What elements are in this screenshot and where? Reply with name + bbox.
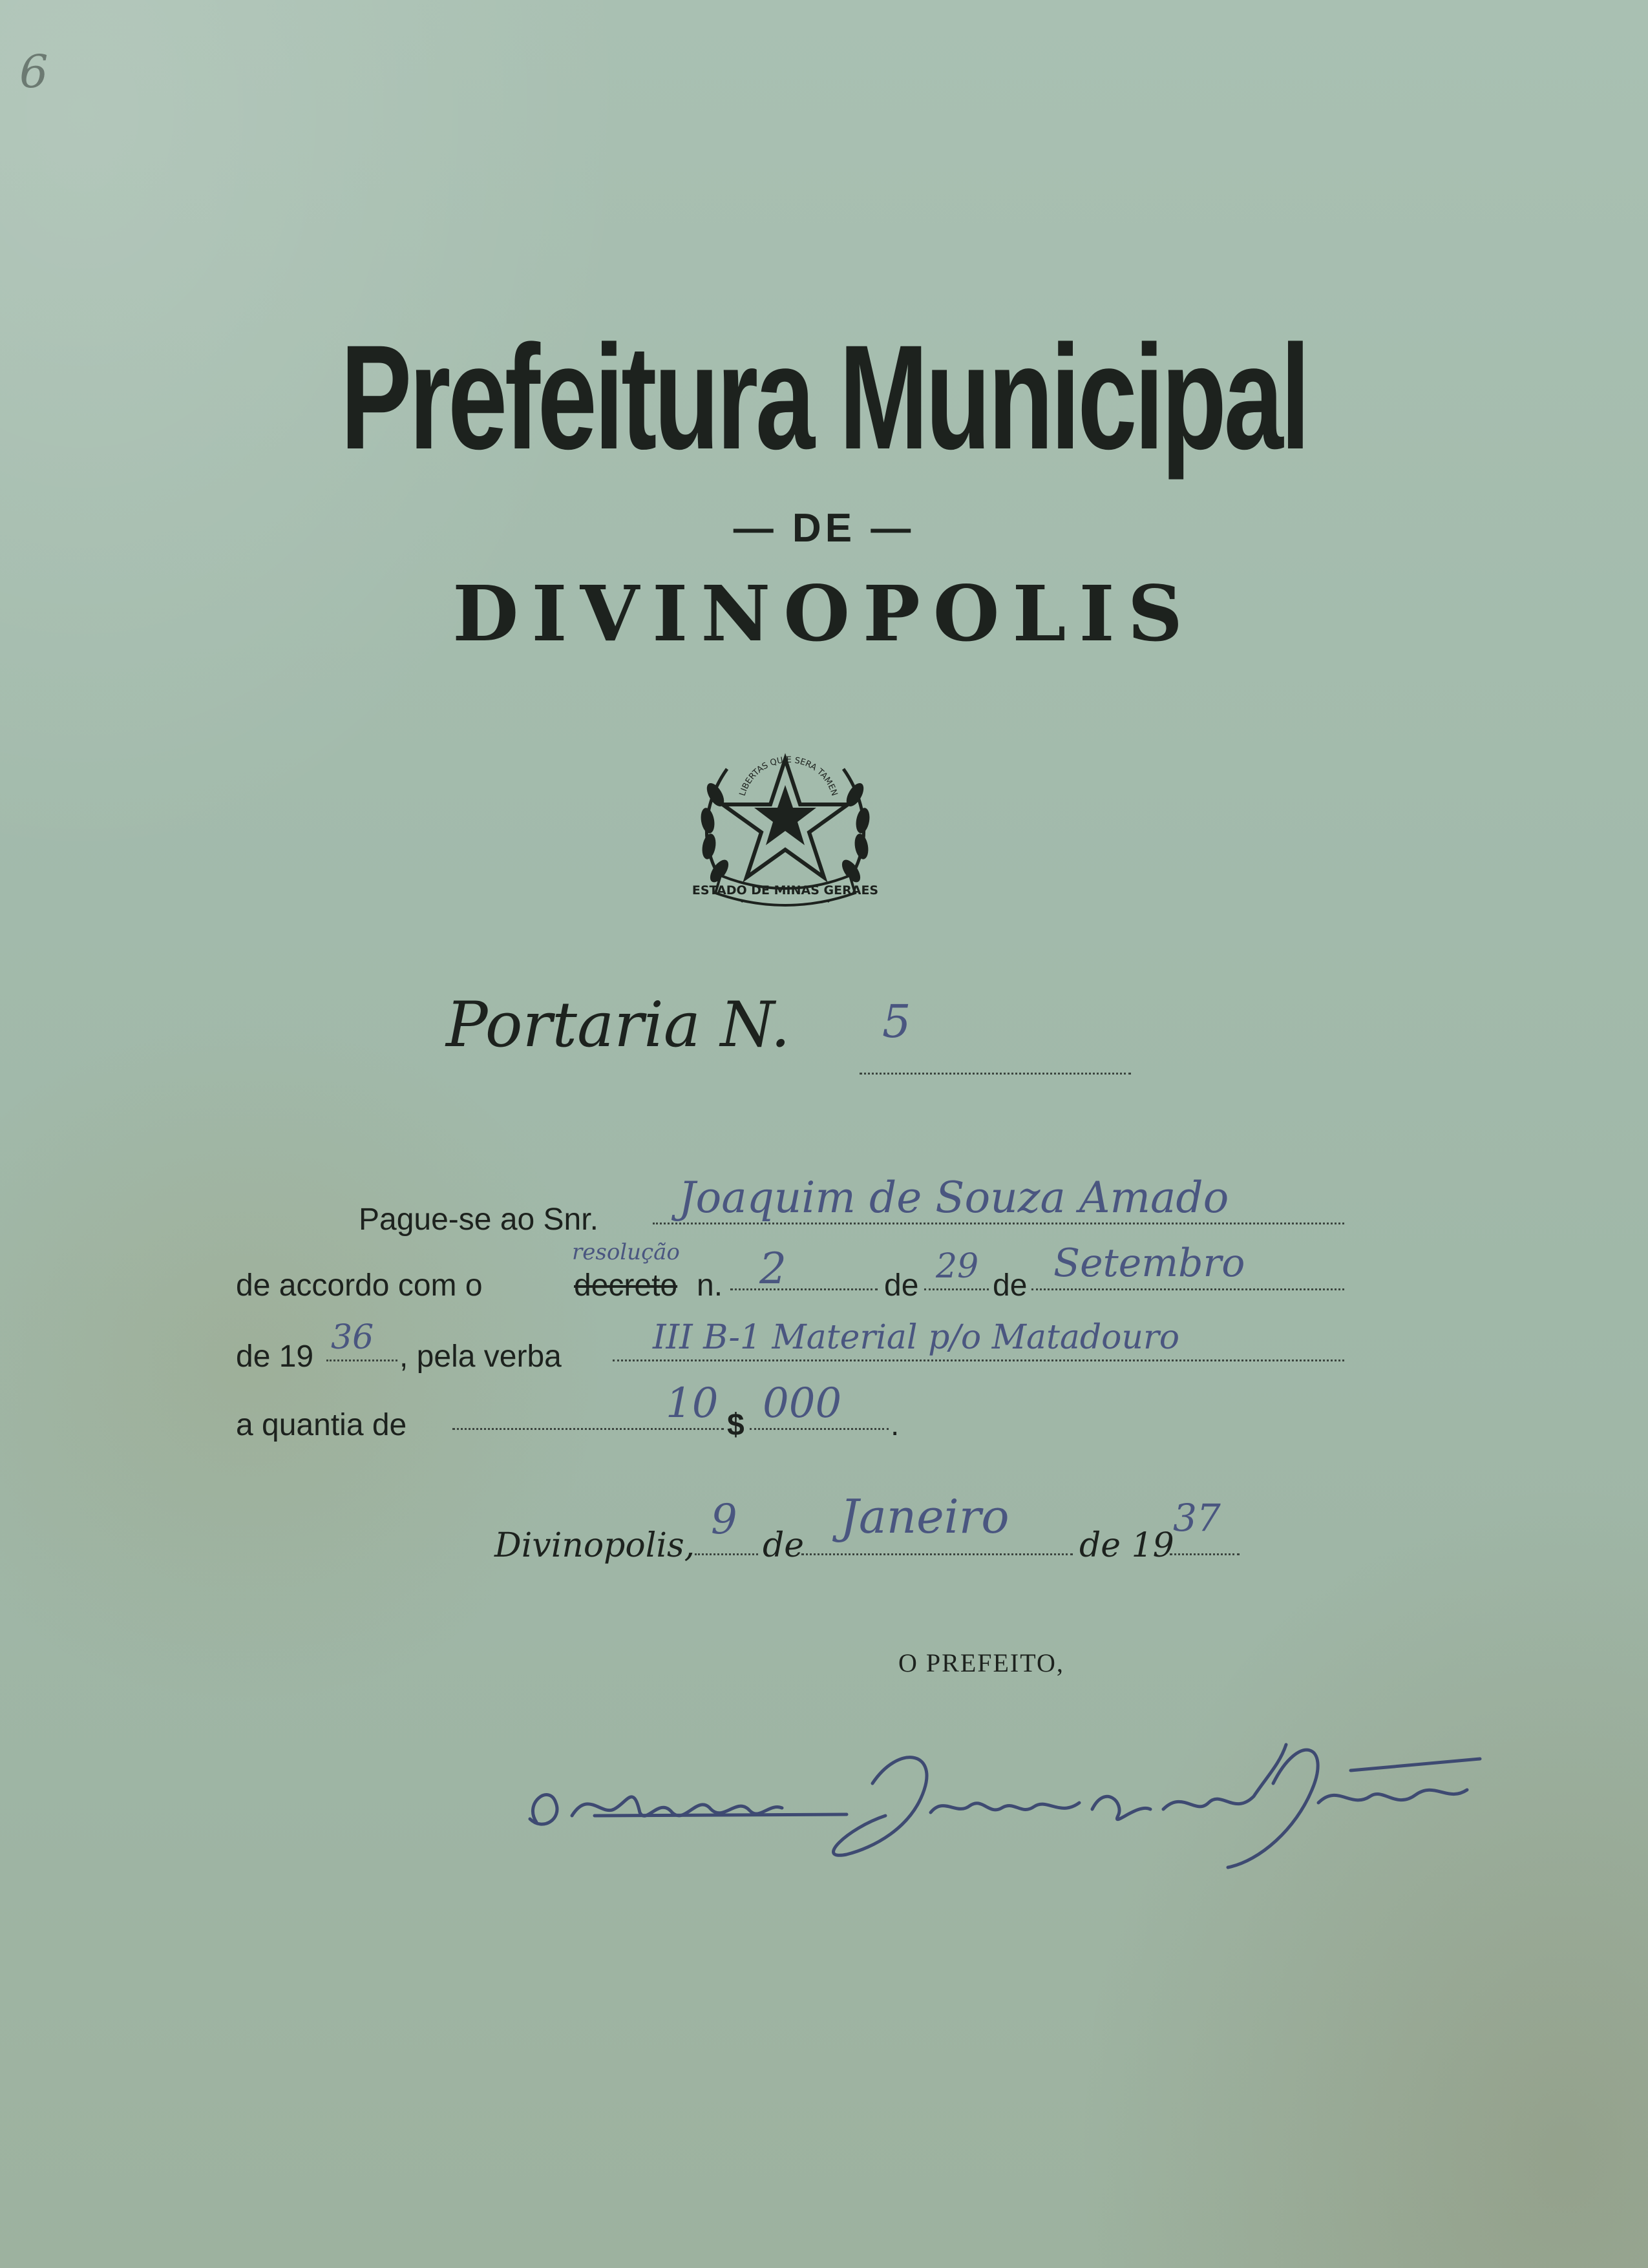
prefeito-title: O PREFEITO, (898, 1648, 1064, 1677)
decree-number: 2 (759, 1244, 787, 1294)
decreto-struck-text: decreto (574, 1268, 678, 1303)
amount-line-right (750, 1428, 889, 1430)
decree-month-de-label: de (993, 1268, 1028, 1303)
payee-label: Pague-se ao Snr. (359, 1202, 598, 1237)
year-prefix: de 19 (236, 1339, 314, 1374)
verba-line (613, 1360, 1344, 1361)
amount-line-left (452, 1428, 724, 1430)
dateline-de1: de (763, 1526, 805, 1565)
minas-gerais-coat-of-arms-icon (682, 724, 889, 930)
verba-value: III B-1 Material p/o Matadouro (653, 1318, 1180, 1357)
dateline-year-prefix: de 19 (1079, 1526, 1174, 1565)
accordo-label: de accordo com o (236, 1268, 483, 1303)
dateline-month: Janeiro (840, 1489, 1009, 1544)
portaria-number-line (860, 1073, 1131, 1075)
decree-n-label: n. (697, 1268, 723, 1303)
dateline-month-line (801, 1553, 1073, 1555)
resolucao-insert: resolução (572, 1239, 680, 1265)
amount-period: . (891, 1408, 900, 1442)
header-title: Prefeitura Municipal (340, 314, 1308, 480)
verba-label: , pela verba (399, 1339, 562, 1374)
amount-right: 000 (763, 1380, 842, 1427)
mayor-signature (511, 1706, 1519, 1874)
seal-motto-text: LIBERTAS QUÆ SERA TAMEN (737, 755, 840, 797)
decree-number-line (730, 1288, 878, 1290)
portaria-number: 5 (882, 995, 911, 1048)
decree-month: Setembro (1053, 1241, 1245, 1286)
amount-left: 10 (666, 1380, 719, 1427)
amount-sign: $ (727, 1408, 745, 1442)
portaria-label: Portaria N. (446, 989, 790, 1061)
dateline-day-line (695, 1553, 758, 1555)
payee-value: Joaquim de Souza Amado (679, 1173, 1229, 1223)
dateline-year-line (1170, 1553, 1240, 1555)
dateline-day: 9 (711, 1496, 737, 1544)
quantia-label: a quantia de (236, 1408, 407, 1442)
dateline-place: Divinopolis, (494, 1526, 695, 1565)
decree-de-label: de (884, 1268, 919, 1303)
dateline-year-suffix: 37 (1173, 1496, 1221, 1540)
seal-ribbon-text: ESTADO DE MINAS GERAES (692, 883, 879, 898)
year-line (326, 1360, 397, 1361)
year-suffix: 36 (331, 1318, 374, 1357)
header-city: DIVINOPOLIS (452, 569, 1196, 658)
decree-day: 29 (936, 1247, 979, 1286)
payee-line (653, 1223, 1344, 1224)
header-de: — DE — (733, 506, 915, 551)
decree-month-line (1031, 1288, 1344, 1290)
decree-day-line (924, 1288, 989, 1290)
margin-pencil-note: 6 (19, 45, 48, 98)
